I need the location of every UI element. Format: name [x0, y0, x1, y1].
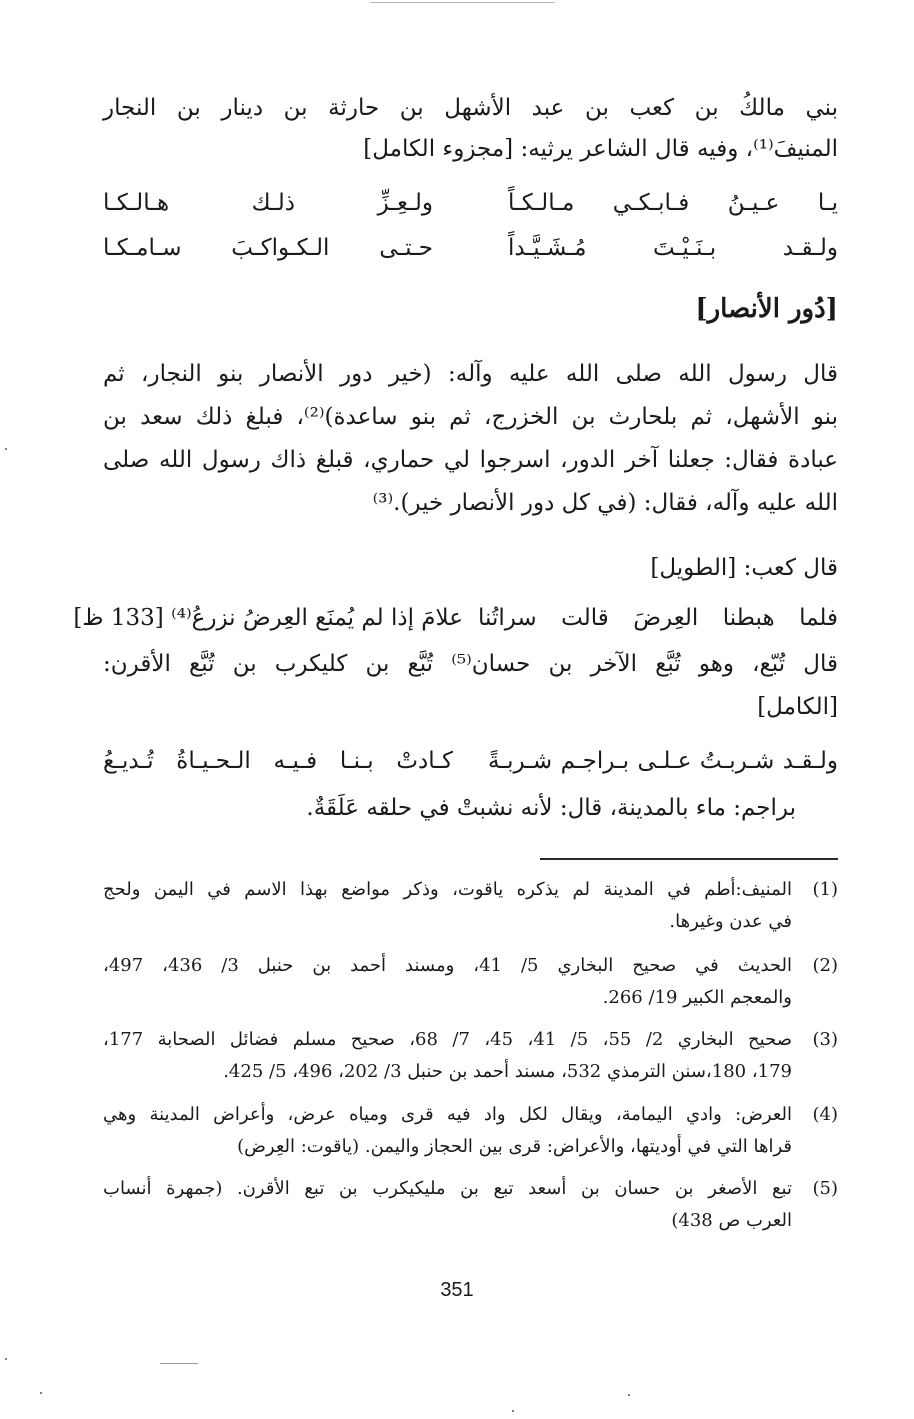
section-heading: [دُور الأنصار] — [695, 294, 838, 324]
footnote-rule — [540, 858, 838, 860]
footnote-line: صحيح البخاري 2/ 55، 5/ 41، 45، 7/ 68، صحيح مسلم فضائل الصحابة 177، — [103, 1029, 792, 1050]
poem1-verse1-left: ولـعِـزِّ ذلـك هـالـكـا — [103, 190, 433, 216]
footnote-number: (2) — [812, 955, 838, 976]
footnote-line: الحديث في صحيح البخاري 5/ 41، ومسند أحمد بن حنبل 3/ 436، 497، — [103, 955, 792, 976]
scan-speck — [40, 1392, 42, 1394]
scan-speck — [628, 1394, 630, 1396]
scan-dash — [160, 1363, 198, 1364]
poem2-left: علامَ إذا لم يُمنَع العِرضُ نزرعُ⁽⁴⁾ [133 ظ] — [73, 605, 463, 631]
poem3-right: ولـقـد شـربـتُ عـلـى بـراجـم شـربـةً — [488, 748, 838, 774]
footnote-line: العرض: وادي اليمامة، ويقال لكل واد فيه قرى ومياه عرض، وأعراض المدينة وهي — [103, 1104, 792, 1125]
kaab-intro: قال كعب: [الطويل] — [650, 555, 838, 581]
footnote-4 — [103, 1099, 838, 1163]
intro-line-1: بني مالكُ بن كعب بن عبد الأشهل بن حارثة بن دينار بن النجار — [103, 95, 838, 121]
footnote-2 — [103, 950, 838, 1014]
hadith-line-1: قال رسول الله صلى الله عليه وآله: (خير دور الأنصار بنو النجار، ثم — [103, 361, 838, 387]
footnote-1 — [103, 874, 838, 938]
footnote-line: في عدن وغيرها. — [669, 911, 792, 932]
hadith-line-2: بنو الأشهل، ثم بلحارث بن الخزرج، ثم بنو ساعدة)⁽²⁾، فبلغ ذلك سعد بن — [103, 404, 838, 430]
footnote-number: (1) — [812, 879, 838, 900]
barajim-line: براجم: ماء بالمدينة، قال: لأنه نشبتْ في حلقه عَلَقَةٌ. — [306, 795, 796, 821]
scan-speck — [5, 448, 7, 450]
poem1-verse2-right: ولـقـد بـنَـيْـتَ مُـشَـيَّـداً — [508, 235, 838, 261]
tubba-line-1: قال تُبّع، وهو تُبَّع الآخر بن حسان⁽⁵⁾ تُبَّع بن كليكرب بن تُبَّع الأقرن: — [103, 651, 838, 677]
tubba-line-2: [الكامل] — [757, 694, 838, 720]
footnote-line: العرب ص 438) — [671, 1210, 792, 1231]
hadith-line-4: الله عليه وآله، فقال: (في كل دور الأنصار خير).⁽³⁾ — [372, 490, 838, 516]
hadith-line-3: عبادة فقال: جعلنا آخر الدور، اسرجوا لي حماري، قبلغ ذاك رسول الله صلى — [103, 447, 838, 473]
scan-edge-line — [370, 2, 555, 3]
poem3-left: كـادتْ بـنـا فـيـه الـحـيـاةُ تُـديـعُ — [103, 748, 453, 774]
footnote-number: (3) — [812, 1029, 838, 1050]
page-number: 351 — [440, 1279, 474, 1301]
intro-line-2: المنيفَ⁽¹⁾، وفيه قال الشاعر يرثيه: [مجزوء الكامل] — [363, 136, 838, 162]
footnote-3 — [103, 1024, 838, 1088]
footnote-number: (5) — [812, 1178, 838, 1199]
footnote-number: (4) — [812, 1104, 838, 1125]
footnote-line: المنيف:أطم في المدينة لم يذكره ياقوت، وذكر مواضع بهذا الاسم في اليمن ولحج — [103, 879, 792, 900]
poem2-right: فلما هبطنا العِرضَ قالت سراتُنا — [478, 605, 838, 631]
footnote-5 — [103, 1173, 838, 1237]
footnote-line: قراها التي في أوديتها، والأعراض: قرى بين الحجاز واليمن. (ياقوت: العِرض) — [237, 1136, 792, 1157]
poem1-verse2-left: حـتـى الـكـواكـبَ سـامـكـا — [103, 235, 433, 261]
footnote-line: والمعجم الكبير 19/ 266. — [602, 987, 792, 1008]
scan-speck — [512, 1410, 514, 1412]
scan-speck — [5, 1358, 7, 1360]
footnote-line: تبع الأصغر بن حسان بن أسعد تبع بن مليكيكرب بن تبع الأقرن. (جمهرة أنساب — [103, 1178, 792, 1199]
poem1-verse1-right: يـا عـيـنُ فـابـكـي مـالـكـاً — [508, 190, 838, 216]
footnote-line: 179، 180،سنن الترمذي 532، مسند أحمد بن حنبل 3/ 202، 496، 5/ 425. — [223, 1061, 792, 1082]
